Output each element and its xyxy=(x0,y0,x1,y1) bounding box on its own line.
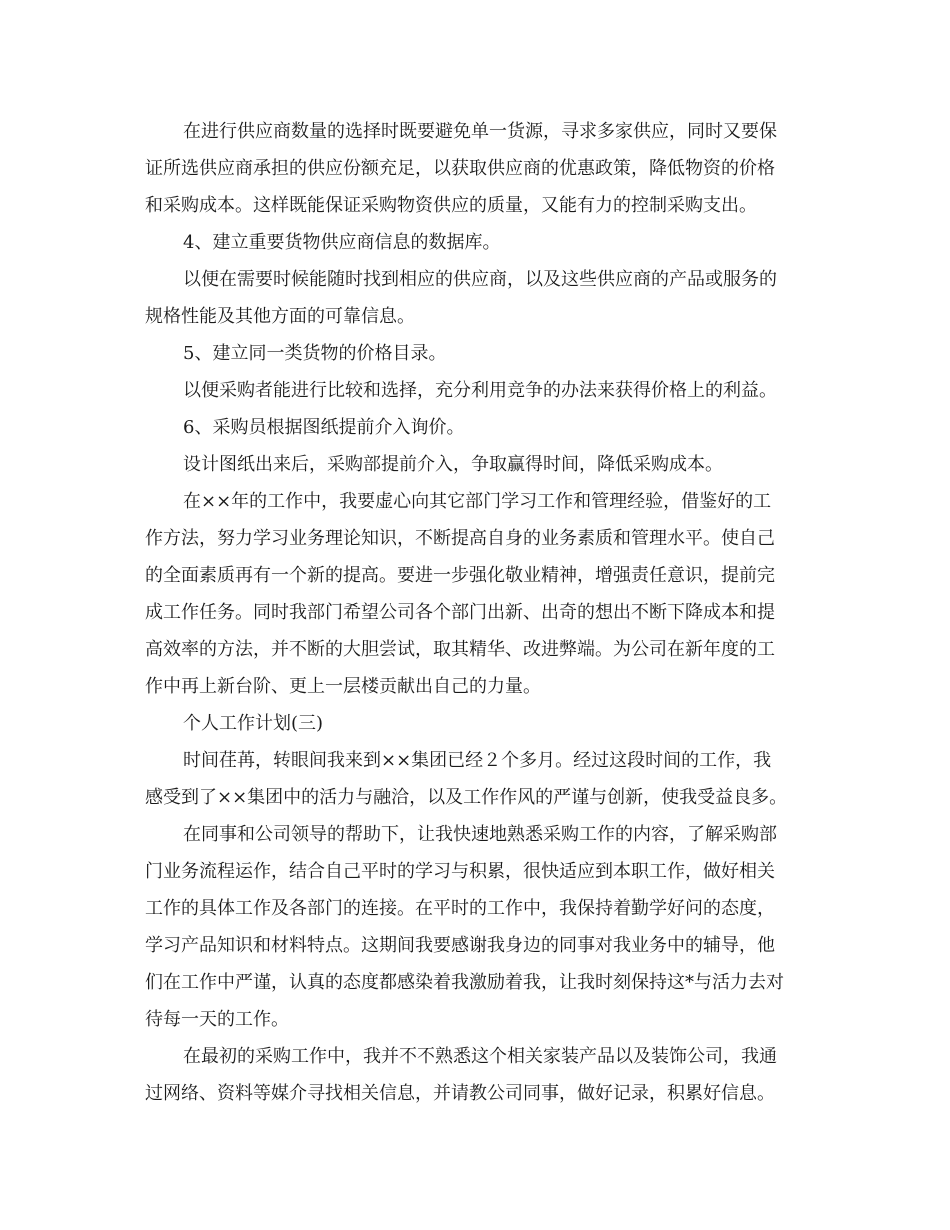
text-line: 以便采购者能进行比较和选择，充分利用竞争的办法来获得价格上的利益。 xyxy=(183,380,777,401)
text-line: 时间荏苒，转眼间我来到××集团已经２个多月。经过这段时间的工作，我 xyxy=(183,750,772,771)
text-line: 高效率的方法，并不断的大胆尝试，取其精华、改进弊端。为公司在新年度的工 xyxy=(145,639,775,660)
text-line: 过网络、资料等媒介寻找相关信息，并请教公司同事，做好记录，积累好信息。 xyxy=(145,1083,775,1104)
paragraph xyxy=(145,409,807,446)
paragraph xyxy=(145,483,807,705)
paragraph xyxy=(145,113,807,224)
text-line: 5、建立同一类货物的价格目录。 xyxy=(183,343,447,364)
paragraph xyxy=(145,1038,807,1112)
text-line: 在××年的工作中，我要虚心向其它部门学习工作和管理经验，借鉴好的工 xyxy=(183,491,772,512)
text-line: 6、采购员根据图纸提前介入询价。 xyxy=(183,417,465,438)
text-line: 工作的具体工作及各部门的连接。在平时的工作中，我保持着勤学好问的态度， xyxy=(145,898,775,919)
text-line: 感受到了××集团中的活力与融洽，以及工作作风的严谨与创新，使我受益良多。 xyxy=(145,787,788,808)
text-line: 以便在需要时候能随时找到相应的供应商，以及这些供应商的产品或服务的 xyxy=(183,269,777,290)
paragraph xyxy=(145,816,807,1038)
text-line: 设计图纸出来后，采购部提前介入，争取赢得时间，降低采购成本。 xyxy=(183,454,723,475)
text-line: 在同事和公司领导的帮助下，让我快速地熟悉采购工作的内容，了解采购部 xyxy=(183,824,777,845)
text-line: 和采购成本。这样既能保证采购物资供应的质量，又能有力的控制采购支出。 xyxy=(145,195,757,216)
text-line: 作方法，努力学习业务理论知识，不断提高自身的业务素质和管理水平。使自己 xyxy=(145,528,775,549)
text-line: 学习产品知识和材料特点。这期间我要感谢我身边的同事对我业务中的辅导，他 xyxy=(145,935,775,956)
text-line: 个人工作计划(三) xyxy=(183,713,324,734)
text-line: 成工作任务。同时我部门希望公司各个部门出新、出奇的想出不断下降成本和提 xyxy=(145,602,775,623)
text-line: 在进行供应商数量的选择时既要避免单一货源，寻求多家供应，同时又要保 xyxy=(183,121,777,142)
paragraph xyxy=(145,742,807,816)
text-line: 4、建立重要货物供应商信息的数据库。 xyxy=(183,232,501,253)
text-line: 作中再上新台阶、更上一层楼贡献出自己的力量。 xyxy=(145,676,541,697)
paragraph xyxy=(145,261,807,335)
paragraph xyxy=(145,446,807,483)
text-line: 们在工作中严谨，认真的态度都感染着我激励着我，让我时刻保持这*与活力去对 xyxy=(145,972,784,993)
text-line: 在最初的采购工作中，我并不不熟悉这个相关家装产品以及装饰公司，我通 xyxy=(183,1046,777,1067)
text-line: 待每一天的工作。 xyxy=(145,1009,289,1030)
paragraph xyxy=(145,705,807,742)
text-line: 规格性能及其他方面的可靠信息。 xyxy=(145,306,415,327)
paragraph xyxy=(145,224,807,261)
paragraph xyxy=(145,335,807,372)
text-line: 的全面素质再有一个新的提高。要进一步强化敬业精神，增强责任意识，提前完 xyxy=(145,565,775,586)
paragraph xyxy=(145,372,807,409)
text-line: 门业务流程运作，结合自己平时的学习与积累，很快适应到本职工作，做好相关 xyxy=(145,861,775,882)
text-line: 证所选供应商承担的供应份额充足，以获取供应商的优惠政策，降低物资的价格 xyxy=(145,158,775,179)
document-body xyxy=(145,113,807,1112)
